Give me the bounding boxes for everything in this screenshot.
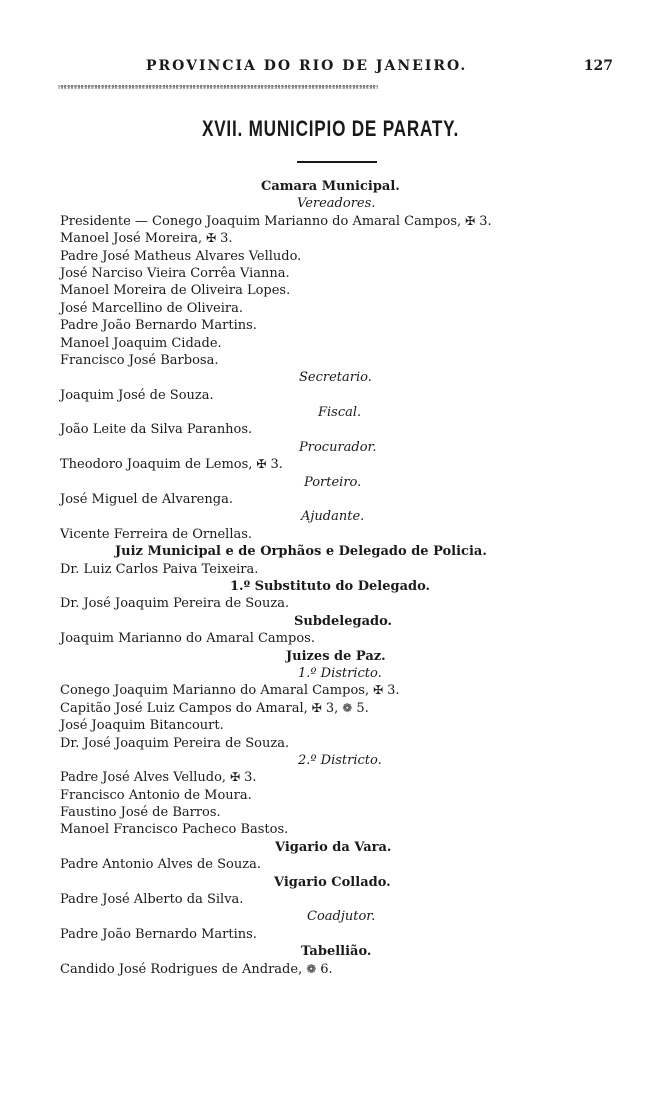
entry	[0, 230, 661, 247]
page-header	[0, 58, 661, 82]
entry	[0, 769, 661, 786]
entry-rank: 3.	[479, 213, 492, 229]
entry: José Miguel de Alvarenga.	[60, 492, 233, 508]
subsection-heading: Fiscal.	[318, 405, 362, 421]
chapter-title: XVII. MUNICIPIO DE PARATY.	[201, 116, 460, 141]
cross-of-order-icon: ✠	[311, 700, 322, 715]
entry-rank: 3.	[270, 457, 283, 473]
entry-rank: 3,	[325, 700, 339, 716]
section-heading: Tabellião.	[301, 944, 372, 960]
entry: Padre José Matheus Alvares Velludo.	[60, 248, 302, 264]
ornamental-border: ᴴᴴᴴᴴᴴᴴᴴᴴᴴᴴᴴᴴᴴᴴᴴᴴᴴᴴᴴᴴᴴᴴᴴᴴᴴᴴᴴᴴᴴᴴᴴᴴᴴᴴᴴᴴᴴᴴᴴᴴᴴᴴᴴᴴᴴᴴᴴᴴᴴᴴᴴᴴᴴᴴᴴᴴᴴᴴᴴᴴᴴᴴᴴᴴᴴᴴᴴᴴᴴᴴᴴᴴᴴᴴᴴᴴᴴᴴᴴᴴᴴᴴᴴᴴᴴᴴᴴᴴᴴᴴᴴᴴᴴᴴ	[58, 84, 378, 93]
entry: Joaquim José de Souza.	[60, 387, 214, 403]
entry-text: Conego Joaquim Marianno do Amaral Campos,	[60, 683, 370, 699]
cross-of-order-icon: ✠	[206, 231, 217, 246]
section-heading: Vigario Collado.	[274, 874, 391, 890]
directory-content	[0, 178, 661, 978]
entry: Manoel Joaquim Cidade.	[60, 335, 222, 351]
entry: José Joaquim Bitancourt.	[60, 718, 224, 734]
entry: Vicente Ferreira de Ornellas.	[60, 526, 253, 542]
subsection-heading: Secretario.	[299, 370, 372, 386]
section-heading: Camara Municipal.	[261, 179, 400, 194]
entry-text: Capitão José Luiz Campos do Amaral,	[60, 700, 308, 716]
entry-text: Padre José Alves Velludo,	[60, 770, 227, 786]
subsection-heading: Coadjutor.	[307, 909, 376, 925]
rose-order-icon: ❁	[306, 961, 317, 976]
entry: João Leite da Silva Paranhos.	[60, 422, 253, 438]
running-title: PROVINCIA DO RIO DE JANEIRO.	[146, 58, 468, 74]
cross-of-order-icon: ✠	[256, 457, 267, 472]
entry: Manoel Moreira de Oliveira Lopes.	[60, 283, 291, 299]
entry: Dr. Luiz Carlos Paiva Teixeira.	[60, 561, 259, 577]
section-heading: Subdelegado.	[294, 613, 393, 629]
entry	[0, 213, 661, 230]
entry: Padre João Bernardo Martins.	[60, 926, 257, 942]
entry: Francisco José Barbosa.	[60, 352, 219, 368]
cross-of-order-icon: ✠	[230, 770, 241, 785]
entry-text: Theodoro Joaquim de Lemos,	[60, 457, 253, 473]
entry-rank: 5.	[356, 700, 369, 716]
cross-of-order-icon: ✠	[373, 683, 384, 698]
section-heading: Vigario da Vara.	[275, 839, 392, 855]
entry	[0, 456, 661, 473]
subsection-heading: Procurador.	[299, 439, 377, 455]
entry	[0, 682, 661, 699]
rose-order-icon: ❁	[342, 700, 353, 715]
entry-text: Manoel José Moreira,	[60, 231, 203, 247]
subsection-heading: Porteiro.	[304, 474, 362, 490]
subsection-heading: 1.º Districto.	[298, 665, 382, 681]
entry: José Marcellino de Oliveira.	[60, 300, 244, 316]
entry-text: Candido José Rodrigues de Andrade,	[60, 961, 303, 977]
title-rule	[297, 161, 377, 163]
entry	[0, 961, 661, 978]
entry: Padre José Alberto da Silva.	[60, 892, 244, 908]
entry-rank: 3.	[220, 231, 233, 247]
entry: Padre João Bernardo Martins.	[60, 318, 257, 334]
entry-text: Presidente — Conego Joaquim Marianno do Amaral Campos,	[60, 213, 462, 229]
entry: Padre Antonio Alves de Souza.	[60, 857, 261, 873]
entry: Joaquim Marianno do Amaral Campos.	[60, 631, 315, 647]
section-heading: Juiz Municipal e de Orphãos e Delegado de Policia.	[115, 544, 487, 560]
entry: Dr. José Joaquim Pereira de Souza.	[60, 735, 290, 751]
entry: Francisco Antonio de Moura.	[60, 787, 252, 803]
entry: Dr. José Joaquim Pereira de Souza.	[60, 596, 290, 612]
entry: Manoel Francisco Pacheco Bastos.	[60, 822, 289, 838]
entry	[0, 700, 661, 717]
entry-rank: 3.	[244, 770, 257, 786]
subsection-heading: Ajudante.	[301, 509, 365, 525]
entry: José Narciso Vieira Corrêa Vianna.	[60, 265, 290, 281]
section-heading: Juizes de Paz.	[286, 648, 386, 664]
cross-of-order-icon: ✠	[465, 213, 476, 228]
entry-rank: 6.	[320, 961, 333, 977]
subsection-heading: 2.º Districto.	[298, 752, 382, 768]
entry: Faustino José de Barros.	[60, 805, 221, 821]
subsection-heading: Vereadores.	[297, 196, 376, 212]
entry-rank: 3.	[387, 683, 400, 699]
section-heading: 1.º Substituto do Delegado.	[230, 578, 431, 594]
page-number: 127	[583, 58, 613, 74]
